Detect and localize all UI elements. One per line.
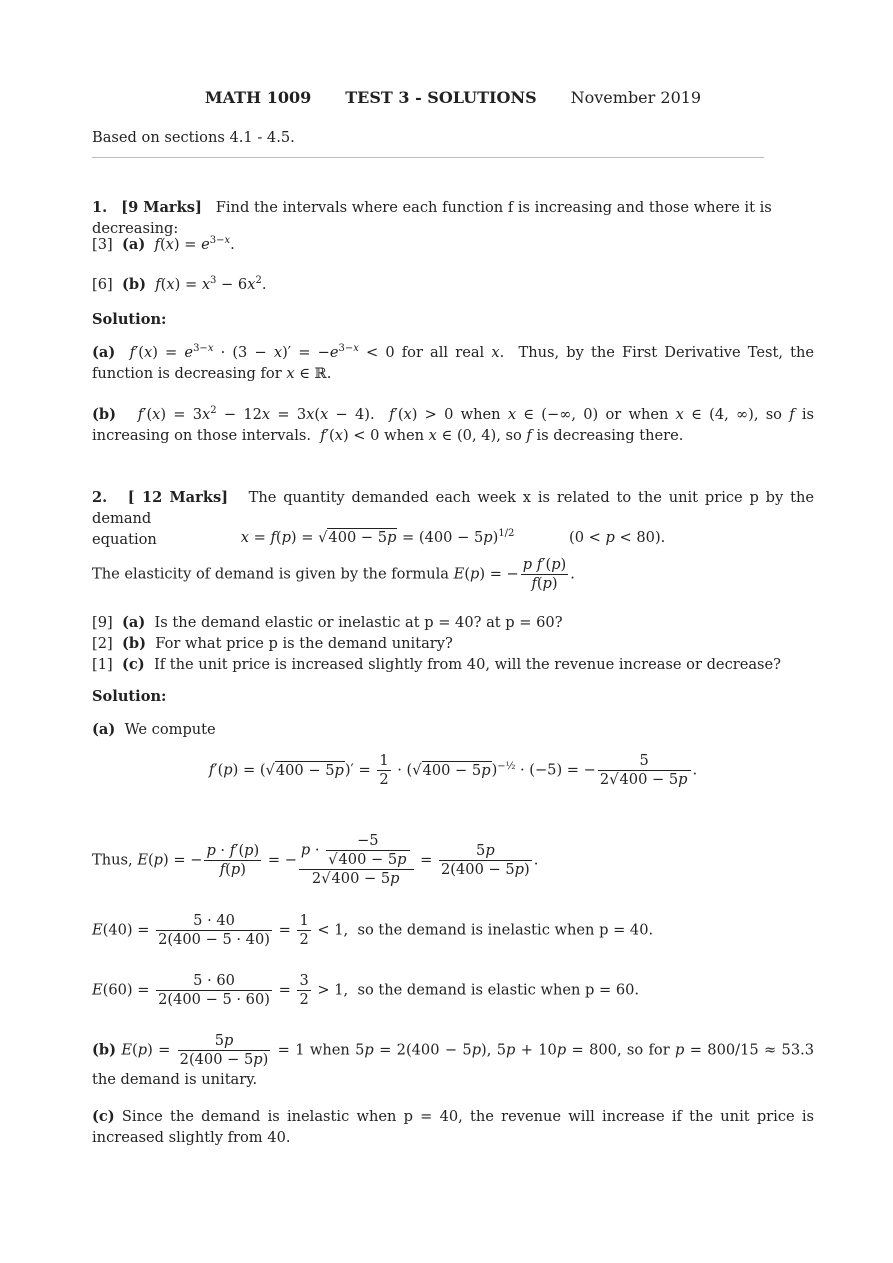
q2-solution-c: (c) Since the demand is inelastic when p = 40, the revenue will increase if the unit price is increased slightly from 40. [92, 1108, 814, 1147]
based-on-note: Based on sections 4.1 - 4.5. [92, 129, 295, 146]
q1-part-b: [6] (b) $f(x) = x^3 - 6x^2$. [92, 275, 267, 293]
derivative-computation: f′(p) = (√400 − 5p)′ = $\frac{1}{2}$ · $(√400 - 5p)^{-\frac{1}{2}} \cdot (-5)$ = − $\frac{5}{2√400 - 5p}$ . [208, 752, 698, 789]
header-divider [92, 157, 764, 158]
q1b-function: $f(x) = x^3 - 6x^2$. [155, 275, 267, 293]
q2-part-c: [1] (c) If the unit price is increased slightly from 40, will the revenue increase or decrease? [92, 656, 781, 674]
course-code: MATH 1009 [204, 88, 312, 107]
q2-number: 2. [92, 489, 108, 506]
q1-number: 1. [92, 199, 108, 216]
q2-part-a: [9] (a) Is the demand elastic or inelastic at p = 40? at p = 60? [92, 614, 563, 631]
q2-part-b: [2] (b) For what price p is the demand unitary? [92, 635, 453, 653]
q1-part-a: [3] (a) $f(x) = e^{3-x}$. [92, 235, 235, 253]
q2-marks: [ 12 Marks] [127, 489, 229, 506]
elasticity-computation: Thus, E(p) = − $\frac{p \cdot f'(p)}{f(p)}$ = − p · $\frac{-5}{√400 - 5p}$ 2√400 − 5p = $\frac{5p}{2(400 - 5p)}$ . [92, 832, 539, 888]
q1-solution-a: (a) $f'(x) = e^{3-x} \cdot (3 - x)' = -e^{3-x} < 0$ for all real x. Thus, by the First Derivative Test, the function is decreasing for x ∈ ℝ. [92, 343, 815, 383]
q2-solution-label: Solution: [92, 688, 167, 705]
test-date: November 2019 [570, 88, 702, 107]
q2-solution-b: (b) E(p) = $\frac{5p}{2(400 - 5p)}$ = 1 when 5p = 2(400 − 5p), 5p + 10p = 800, so for p = 800/15 ≈ 53.3 the demand is unitary. [92, 1032, 815, 1089]
q2-solution-a-intro: (a) We compute [92, 721, 216, 738]
e60-computation: E(60) = $\frac{5 \cdot 60}{2(400 - 5 \cdot 60)}$ = $\frac{3}{2}$ > 1, so the demand is elastic when p = 60. [92, 972, 640, 1009]
page-header [92, 86, 814, 109]
q1-solution-label: Solution: [92, 311, 167, 328]
q1-marks: [9 Marks] [121, 199, 202, 216]
e40-computation: E(40) = $\frac{5 \cdot 40}{2(400 - 5 \cdot 40)}$ = $\frac{1}{2}$ < 1, so the demand is inelastic when p = 40. [92, 912, 654, 949]
q2-prompt: 2. [ 12 Marks] The quantity demanded each week x is related to the unit price p by the demand equation [92, 489, 815, 549]
q1-prompt [92, 197, 814, 239]
q2-parts [92, 612, 814, 675]
q1-solution-b: (b) $f'(x) = 3x^2 - 12x = 3x(x - 4)$. f′(x) > 0 when x ∈ (−∞, 0) or when x ∈ (4, ∞), so f is increasing on those intervals. f′(x) < 0 when x ∈ (0, 4), so f is decreasing there. [92, 405, 814, 445]
q1a-function: $f(x) = e^{3-x}$. [154, 235, 235, 253]
q1-prompt-text: Find the intervals where each function f is increasing and those where it is decreasing: [92, 199, 772, 238]
elasticity-formula: The elasticity of demand is given by the formula E(p) = − $\frac{\text{p f′(p)}}{f(p)}$ . [92, 556, 575, 593]
demand-equation: $x = f(p) = √400 - 5p = (400 - 5p)^{1/2}$ (0 < p < 80). [240, 528, 666, 546]
test-title: TEST 3 - SOLUTIONS [345, 88, 537, 107]
